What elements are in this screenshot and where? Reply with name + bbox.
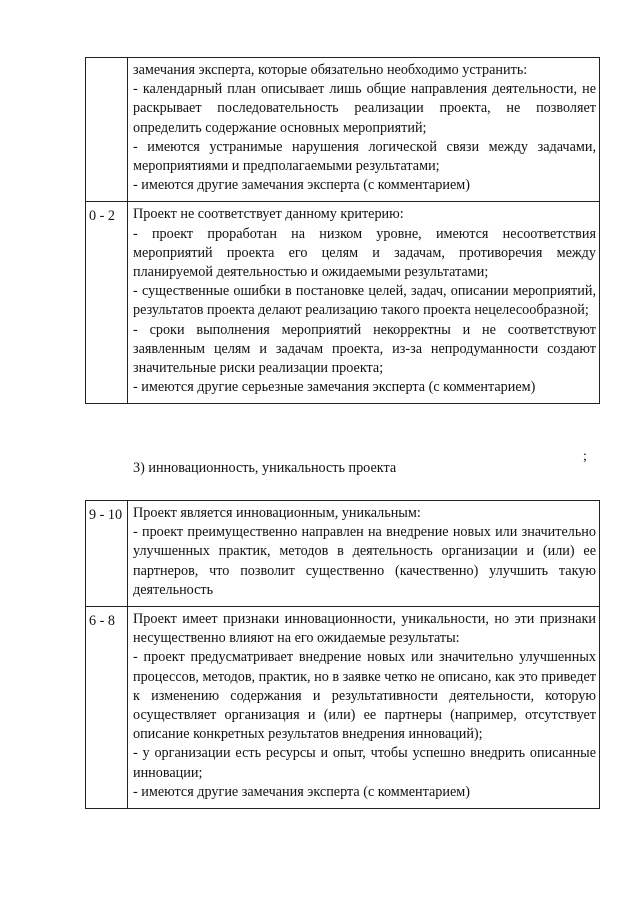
score-cell: 9 - 10 [86, 501, 128, 607]
description-line: - имеются другие замечания эксперта (с комментарием) [133, 177, 470, 194]
description-line: - имеются устранимые нарушения логической связи между задачами, мероприятиями и предполагаемыми результатами; [133, 138, 596, 175]
score-cell: 6 - 8 [86, 607, 128, 809]
description-line: - существенные ошибки в постановке целей, задач, описании мероприятий, результатов проекта делают реализацию такого проекта нецелесообразной; [133, 283, 596, 319]
description-line: - проект проработан на низком уровне, имеются несоответствия мероприятий проекта его целям и задачам, противоречия между планируемой деятельностью и ожидаемыми результатами; [133, 225, 596, 281]
description-line: - имеются другие серьезные замечания эксперта (с комментарием) [133, 379, 536, 396]
description-line: - проект преимущественно направлен на внедрение новых или значительно улучшенных практик, методов в деятельность организации и (или) ее партнеров, что позволит существенно (качественно) улучшить такую деятельность [133, 524, 596, 598]
table-row [86, 202, 600, 404]
description-line: - проект предусматривает внедрение новых или значительно улучшенных процессов, методов, практик, но в заявке четко не описано, как это приведет к изменению содержания и результативности деятельности, которую осуществляет организация и (или) ее партнеры (например, отсутствует описание конкретных результатов внедрения инноваций); [133, 649, 596, 743]
stray-semicolon: ; [583, 449, 587, 464]
description-cell [128, 607, 600, 809]
table-row [86, 58, 600, 202]
score-cell [86, 58, 128, 202]
description-line: замечания эксперта, которые обязательно необходимо устранить: [133, 62, 528, 78]
table-row [86, 607, 600, 809]
score-cell: 0 - 2 [86, 202, 128, 404]
description-cell [128, 202, 600, 404]
criteria-table-top [85, 57, 600, 404]
description-line: - сроки выполнения мероприятий некорректны и не соответствуют заявленным целям и задачам проекта, из-за непродуманности создают значительные риски реализации проекта; [133, 321, 596, 377]
description-cell [128, 501, 600, 607]
table-row [86, 501, 600, 607]
description-line: Проект имеет признаки инновационности, уникальности, но эти признаки несущественно влияют на его ожидаемые результаты: [133, 611, 596, 647]
description-line: Проект не соответствует данному критерию: [133, 206, 404, 223]
description-line: - календарный план описывает лишь общие направления деятельности, не раскрывает последовательность реализации проекта, не позволяет определить содержание основных мероприятий; [133, 81, 596, 136]
description-line: - у организации есть ресурсы и опыт, чтобы успешно внедрить описанные инновации; [133, 745, 596, 781]
description-line: - имеются другие замечания эксперта (с комментарием) [133, 783, 470, 800]
criteria-table-innovation [85, 500, 600, 809]
description-line: Проект является инновационным, уникальным: [133, 505, 421, 521]
section-heading: 3) инновационность, уникальность проекта [133, 460, 397, 476]
description-cell [128, 58, 600, 202]
